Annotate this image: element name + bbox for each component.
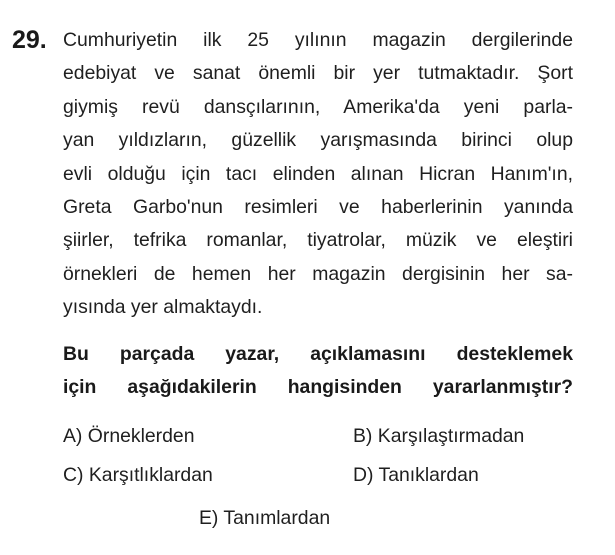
passage-line: yısında yer almaktaydı. xyxy=(63,296,263,319)
option-b[interactable]: B) Karşılaştırmadan xyxy=(353,425,525,447)
passage-line: evli olduğu için tacı elinden alınan Hicran Hanım'ın, xyxy=(63,162,573,185)
option-d[interactable]: D) Tanıklardan xyxy=(353,464,479,486)
passage-line: yan yıldızların, güzellik yarışmasında birinci olup xyxy=(63,129,573,152)
passage-line: giymiş revü dansçılarının, Amerika'da yeni parla- xyxy=(63,95,573,118)
stem-line: için aşağıdakilerin hangisinden yararlanmıştır? xyxy=(63,376,573,398)
passage-line: örnekleri de hemen her magazin dergisinin her sa- xyxy=(63,262,573,285)
passage-line: Cumhuriyetin ilk 25 yılının magazin dergilerinde xyxy=(63,29,573,51)
passage-line: edebiyat ve sanat önemli bir yer tutmaktadır. Şort xyxy=(63,62,573,85)
passage-line: şiirler, tefrika romanlar, tiyatrolar, müzik ve eleştiri xyxy=(63,229,573,252)
question-passage xyxy=(63,24,573,325)
stem-line: Bu parçada yazar, açıklamasını desteklemek xyxy=(63,343,573,365)
passage-line: Greta Garbo'nun resimleri ve haberlerinin yanında xyxy=(63,195,573,218)
question-stem xyxy=(63,338,573,404)
option-c[interactable]: C) Karşıtlıklardan xyxy=(63,464,213,486)
option-a[interactable]: A) Örneklerden xyxy=(63,425,195,447)
option-e[interactable]: E) Tanımlardan xyxy=(199,507,331,529)
question-number: 29. xyxy=(12,26,47,54)
